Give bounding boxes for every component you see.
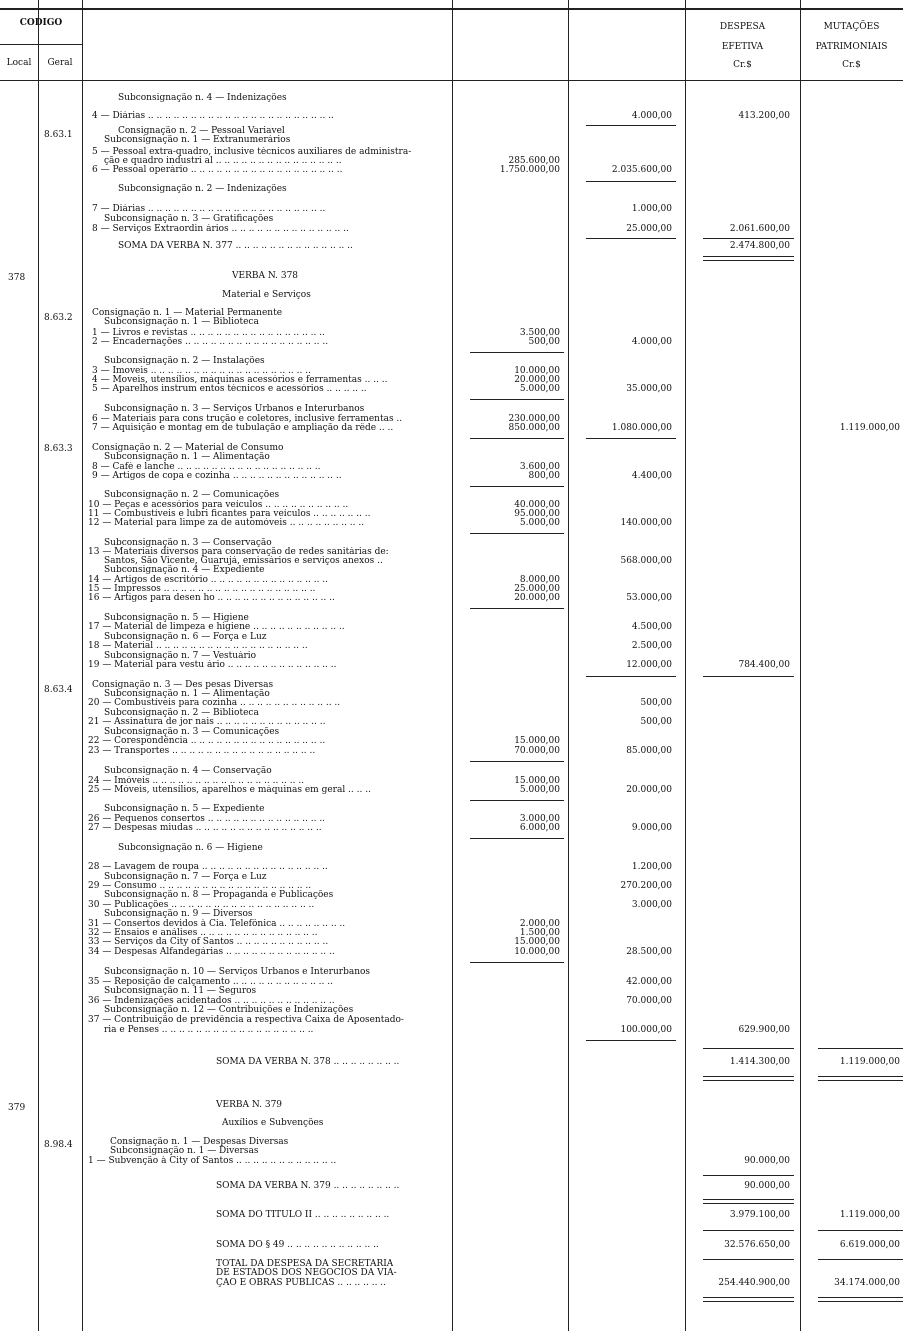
line-text: Subconsignação n. 7 — Força e Luz <box>104 872 267 882</box>
amount-c2: 800,00 <box>528 471 560 481</box>
amount-c2: 5.000,00 <box>519 384 560 394</box>
line-text: 8 — Serviços Extraordin ários .. .. .. .. .. .. .. .. .. .. .. .. .. .. <box>92 224 349 234</box>
amount-c4: 2.474.800,00 <box>729 241 790 251</box>
amount-c3: 4.000,00 <box>631 111 672 121</box>
line-text: Subconsignação n. 4 — Conservação <box>104 766 272 776</box>
despesa-heading-3: Cr.$ <box>733 60 752 70</box>
amount-c2: 1.750.000,00 <box>499 165 560 175</box>
geral-code: 8.98.4 <box>44 1140 73 1150</box>
despesa-heading-1: DESPESA <box>719 22 766 32</box>
amount-c2: 40.000,00 <box>514 500 560 510</box>
amount-c3: 12.000,00 <box>626 660 672 670</box>
line-text: DE ESTADOS DOS NEGÓCIOS DA VIA- <box>216 1268 397 1278</box>
line-text: 30 — Publicações .. .. .. .. .. .. .. .. .. .. .. .. .. .. .. .. .. <box>88 900 315 910</box>
line-text: Subconsignação n. 2 — Indenizações <box>118 184 287 194</box>
line-text: Subconsignação n. 1 — Biblioteca <box>104 317 259 327</box>
local-code: 378 <box>8 273 26 283</box>
amount-c2: 285.600,00 <box>508 156 560 166</box>
line-text: Santos, São Vicente, Guarujá, emissários e serviços anexos .. <box>104 556 383 566</box>
line-text: 4 — Moveis, utensílios, máquinas acessórios e ferramentas .. .. .. <box>92 375 388 385</box>
sum-rule <box>703 260 794 261</box>
line-text: 23 — Transportes .. .. .. .. .. .. .. .. .. .. .. .. .. .. .. .. .. <box>88 746 316 756</box>
line-text: 1 — Livros e revistas .. .. .. .. .. .. .. .. .. .. .. .. .. .. .. .. <box>92 328 325 338</box>
amount-c2: 850.000,00 <box>508 423 560 433</box>
line-text: Subconsignação n. 1 — Alimentação <box>104 452 270 462</box>
sum-rule <box>818 1259 903 1260</box>
sum-rule <box>586 676 676 677</box>
amount-c3: 9.000,00 <box>631 823 672 833</box>
local-heading: Local <box>6 58 32 68</box>
amount-c2: 3.500,00 <box>519 328 560 338</box>
line-text: 1 — Subvenção à City of Santos .. .. .. .. .. .. .. .. .. .. .. .. <box>88 1156 337 1166</box>
sum-rule <box>586 238 676 239</box>
amount-c5: 1.119.000,00 <box>839 1210 900 1220</box>
line-text: 16 — Artigos para desen ho .. .. .. .. .. .. .. .. .. .. .. .. .. .. <box>88 593 335 603</box>
amount-c2: 20.000,00 <box>514 375 560 385</box>
line-text: Subconsignação n. 5 — Higiene <box>104 613 249 623</box>
amount-c4: 413.200,00 <box>738 111 790 121</box>
sum-rule <box>703 238 794 239</box>
sum-rule <box>470 800 564 801</box>
amount-c4: 90.000,00 <box>744 1156 790 1166</box>
line-text: 31 — Consertos devidos à Cia. Telefônica .. .. .. .. .. .. .. .. <box>88 919 346 929</box>
line-text: 22 — Corespondência .. .. .. .. .. .. .. .. .. .. .. .. .. .. .. .. <box>88 736 326 746</box>
line-text: Consignação n. 1 — Material Permanente <box>92 308 283 318</box>
sum-rule <box>818 1076 903 1077</box>
amount-c2: 10.000,00 <box>514 947 560 957</box>
geral-code: 8.63.2 <box>44 313 73 323</box>
line-text: Subconsignação n. 2 — Comunicações <box>104 490 280 500</box>
sum-rule <box>470 761 564 762</box>
line-text: 7 — Diárias .. .. .. .. .. .. .. .. .. .. .. .. .. .. .. .. .. .. .. .. .. <box>92 204 326 214</box>
amount-c4: 254.440.900,00 <box>718 1278 790 1288</box>
amount-c5: 6.619.000,00 <box>839 1240 900 1250</box>
amount-c3: 2.500,00 <box>631 641 672 651</box>
amount-c3: 4.400,00 <box>631 471 672 481</box>
amount-c2: 5.000,00 <box>519 785 560 795</box>
line-text: 26 — Pequenos consertos .. .. .. .. .. .. .. .. .. .. .. .. .. .. <box>88 814 326 824</box>
line-text: Subconsignação n. 6 — Higiene <box>118 843 263 853</box>
line-text: SOMA DA VERBA N. 379 .. .. .. .. .. .. .. .. <box>216 1181 400 1191</box>
line-text: Subconsignação n. 3 — Conservação <box>104 538 272 548</box>
line-text: 33 — Serviços da City of Santos .. .. .. .. .. .. .. .. .. .. .. <box>88 937 329 947</box>
line-text: Subconsignação n. 6 — Força e Luz <box>104 632 267 642</box>
line-text: 32 — Ensaios e análises .. .. .. .. .. .. .. .. .. .. .. .. .. .. <box>88 928 318 938</box>
amount-c2: 2.000,00 <box>519 919 560 929</box>
sum-rule <box>470 486 564 487</box>
sum-rule <box>818 1297 903 1298</box>
sum-rule <box>703 1230 794 1231</box>
sum-rule <box>703 1048 794 1049</box>
line-text: SOMA DO TÍTULO II .. .. .. .. .. .. .. .. .. <box>216 1210 390 1220</box>
line-text: Subconsignação n. 4 — Indenizações <box>118 93 287 103</box>
line-text: 27 — Despesas miudas .. .. .. .. .. .. .. .. .. .. .. .. .. .. .. <box>88 823 322 833</box>
line-text: 6 — Pessoal operário .. .. .. .. .. .. .. .. .. .. .. .. .. .. .. .. .. .. <box>92 165 343 175</box>
line-text: Consignação n. 3 — Des pesas Diversas <box>92 680 274 690</box>
col-rule-geral <box>82 0 83 1331</box>
amount-c4: 1.414.300,00 <box>729 1057 790 1067</box>
line-text: 5 — Pessoal extra-quadro, inclusive técnicos auxiliares de administra- <box>92 147 412 157</box>
sum-rule <box>470 438 564 439</box>
line-text: Consignação n. 1 — Despesas Diversas <box>110 1137 289 1147</box>
geral-heading: Geral <box>47 58 73 68</box>
line-text: Subconsignação n. 12 — Contribuições e Indenizações <box>104 1005 354 1015</box>
line-text: 9 — Artigos de copa e cozinha .. .. .. .. .. .. .. .. .. .. .. .. .. <box>92 471 342 481</box>
sum-rule <box>586 181 676 182</box>
amount-c3: 140.000,00 <box>620 518 672 528</box>
amount-c3: 270.200,00 <box>620 881 672 891</box>
line-text: 13 — Materiais diversos para conservação de redes sanitárias de: <box>88 547 389 557</box>
sum-rule <box>818 1230 903 1231</box>
amount-c2: 95.000,00 <box>514 509 560 519</box>
line-text: Subconsignação n. 2 — Biblioteca <box>104 708 259 718</box>
line-text: SOMA DO § 49 .. .. .. .. .. .. .. .. .. .. .. <box>216 1240 379 1250</box>
sum-rule <box>703 1076 794 1077</box>
amount-c3: 85.000,00 <box>626 746 672 756</box>
line-text: ÇÃO E OBRAS PÚBLICAS .. .. .. .. .. .. <box>216 1278 387 1288</box>
despesa-heading-2: EFETIVA <box>721 42 764 52</box>
line-text: Subconsignação n. 3 — Gratificações <box>104 214 274 224</box>
amount-c4: 2.061.600,00 <box>729 224 790 234</box>
col-rule-desc <box>452 0 453 1331</box>
line-text: 24 — Imóveis .. .. .. .. .. .. .. .. .. .. .. .. .. .. .. .. .. .. <box>88 776 305 786</box>
amount-c5: 1.119.000,00 <box>839 423 900 433</box>
codigo-heading: CODIGO <box>19 18 63 28</box>
amount-c2: 500,00 <box>528 337 560 347</box>
amount-c2: 6.000,00 <box>519 823 560 833</box>
amount-c4: 32.576.650,00 <box>724 1240 790 1250</box>
line-text: Subconsignação n. 11 — Seguros <box>104 986 257 996</box>
local-code: 379 <box>8 1103 26 1113</box>
sum-rule <box>703 1203 794 1204</box>
line-text: Subconsignação n. 2 — Instalações <box>104 356 265 366</box>
amount-c3: 4.500,00 <box>631 622 672 632</box>
line-text: ção e quadro industri al .. .. .. .. .. .. .. .. .. .. .. .. .. .. .. <box>104 156 342 166</box>
line-text: Auxílios e Subvenções <box>222 1118 324 1128</box>
amount-c2: 70.000,00 <box>514 746 560 756</box>
amount-c3: 53.000,00 <box>626 593 672 603</box>
line-text: 8 — Café e lanche .. .. .. .. .. .. .. .. .. .. .. .. .. .. .. .. .. <box>92 462 321 472</box>
amount-c2: 20.000,00 <box>514 593 560 603</box>
sum-rule <box>703 1175 794 1176</box>
amount-c2: 3.000,00 <box>519 814 560 824</box>
line-text: 18 — Material .. .. .. .. .. .. .. .. .. .. .. .. .. .. .. .. .. .. <box>88 641 308 651</box>
line-text: Subconsignação n. 3 — Serviços Urbanos e Interurbanos <box>104 404 365 414</box>
col-rule-local <box>38 0 39 1331</box>
line-text: 6 — Materiais para cons trução e coletores, inclusive ferramentas .. <box>92 414 403 424</box>
amount-c3: 1.200,00 <box>631 862 672 872</box>
sum-rule <box>470 838 564 839</box>
line-text: Subconsignação n. 8 — Propaganda e Publicações <box>104 890 334 900</box>
amount-c2: 1.500,00 <box>519 928 560 938</box>
line-text: 3 — Imoveis .. .. .. .. .. .. .. .. .. .. .. .. .. .. .. .. .. .. .. <box>92 366 311 376</box>
line-text: VERBA N. 379 <box>216 1100 283 1110</box>
line-text: 15 — Impressos .. .. .. .. .. .. .. .. .. .. .. .. .. .. .. .. .. .. <box>88 584 316 594</box>
amount-c2: 15.000,00 <box>514 776 560 786</box>
mutacoes-heading-1: MUTAÇÕES <box>823 22 880 32</box>
sum-rule <box>818 1048 903 1049</box>
amount-c3: 3.000,00 <box>631 900 672 910</box>
amount-c2: 3.600,00 <box>519 462 560 472</box>
amount-c2: 5.000,00 <box>519 518 560 528</box>
sum-rule <box>586 125 676 126</box>
amount-c3: 100.000,00 <box>620 1025 672 1035</box>
amount-c3: 1.080.000,00 <box>611 423 672 433</box>
amount-c2: 8.000,00 <box>519 575 560 585</box>
amount-c2: 15.000,00 <box>514 937 560 947</box>
line-text: Subconsignação n. 9 — Diversos <box>104 909 253 919</box>
amount-c4: 784.400,00 <box>738 660 790 670</box>
amount-c5: 1.119.000,00 <box>839 1057 900 1067</box>
line-text: Subconsignação n. 3 — Comunicações <box>104 727 280 737</box>
line-text: 29 — Consumo .. .. .. .. .. .. .. .. .. .. .. .. .. .. .. .. .. .. <box>88 881 312 891</box>
amount-c3: 42.000,00 <box>626 977 672 987</box>
amount-c2: 15.000,00 <box>514 736 560 746</box>
codigo-rule <box>0 44 82 45</box>
line-text: 5 — Aparelhos instrum entos técnicos e acessórios .. .. .. .. .. <box>92 384 367 394</box>
amount-c2: 10.000,00 <box>514 366 560 376</box>
line-text: 17 — Material de limpeza e higiene .. .. .. .. .. .. .. .. .. .. .. <box>88 622 345 632</box>
line-text: Subconsignação n. 10 — Serviços Urbanos e Interurbanos <box>104 967 371 977</box>
line-text: 12 — Material para limpe za de automóveis .. .. .. .. .. .. .. .. .. <box>88 518 365 528</box>
line-text: 34 — Despesas Alfandegárias .. .. .. .. .. .. .. .. .. .. .. .. .. <box>88 947 335 957</box>
sum-rule <box>703 1080 794 1081</box>
line-text: Subconsignação n. 5 — Expediente <box>104 804 265 814</box>
amount-c5: 34.174.000,00 <box>834 1278 900 1288</box>
line-text: 28 — Lavagem de roupa .. .. .. .. .. .. .. .. .. .. .. .. .. .. .. <box>88 862 328 872</box>
amount-c3: 500,00 <box>640 698 672 708</box>
line-text: 19 — Material para vestu ário .. .. .. .. .. .. .. .. .. .. .. .. .. <box>88 660 337 670</box>
amount-c2: 25.000,00 <box>514 584 560 594</box>
amount-c2: 230.000,00 <box>508 414 560 424</box>
amount-c3: 500,00 <box>640 717 672 727</box>
amount-c3: 4.000,00 <box>631 337 672 347</box>
line-text: 14 — Artigos de escritório .. .. .. .. .. .. .. .. .. .. .. .. .. .. <box>88 575 329 585</box>
sum-rule <box>703 1301 794 1302</box>
sum-rule <box>470 352 564 353</box>
amount-c3: 28.500,00 <box>626 947 672 957</box>
line-text: 25 — Móveis, utensílios, aparelhos e máquinas em geral .. .. .. <box>88 785 371 795</box>
line-text: Subconsignação n. 1 — Diversas <box>110 1146 259 1156</box>
line-text: 10 — Peças e acessórios para veículos .. .. .. .. .. .. .. .. .. .. <box>88 500 349 510</box>
sum-rule <box>586 438 676 439</box>
line-text: 21 — Assinatura de jor nais .. .. .. .. .. .. .. .. .. .. .. .. .. <box>88 717 326 727</box>
line-text: 11 — Combustíveis e lubri ficantes para veículos .. .. .. .. .. .. .. <box>88 509 371 519</box>
line-text: TOTAL DA DESPESA DA SECRETARIA <box>216 1259 394 1269</box>
amount-c3: 35.000,00 <box>626 384 672 394</box>
line-text: 36 — Indenizações acidentados .. .. .. .. .. .. .. .. .. .. .. .. <box>88 996 335 1006</box>
line-text: Consignação n. 2 — Pessoal Variavel <box>118 126 285 136</box>
line-text: 4 — Diárias .. .. .. .. .. .. .. .. .. .. .. .. .. .. .. .. .. .. .. .. .. .. <box>92 111 334 121</box>
amount-c4: 3.979.100,00 <box>729 1210 790 1220</box>
geral-code: 8.63.3 <box>44 444 73 454</box>
mutacoes-heading-2: PATRIMONIAIS <box>815 42 888 52</box>
line-text: Consignação n. 2 — Material de Consumo <box>92 443 284 453</box>
sum-rule <box>470 399 564 400</box>
sum-rule <box>470 962 564 963</box>
line-text: SOMA DA VERBA N. 377 .. .. .. .. .. .. .. .. .. .. .. .. .. .. <box>118 241 353 251</box>
geral-code: 8.63.4 <box>44 685 73 695</box>
sum-rule <box>703 256 794 257</box>
amount-c4: 90.000,00 <box>744 1181 790 1191</box>
amount-c3: 1.000,00 <box>631 204 672 214</box>
amount-c3: 25.000,00 <box>626 224 672 234</box>
sum-rule <box>818 1301 903 1302</box>
sum-rule <box>703 1297 794 1298</box>
line-text: Subconsignação n. 1 — Alimentação <box>104 689 270 699</box>
line-text: 35 — Reposição de calçamento .. .. .. .. .. .. .. .. .. .. .. .. <box>88 977 333 987</box>
amount-c4: 629.900,00 <box>738 1025 790 1035</box>
line-text: Subconsignação n. 7 — Vestuário <box>104 651 257 661</box>
geral-code: 8.63.1 <box>44 130 73 140</box>
mutacoes-heading-3: Cr.$ <box>842 60 861 70</box>
sum-rule <box>470 608 564 609</box>
line-text: Material e Serviços <box>222 290 311 300</box>
sum-rule <box>586 1040 676 1041</box>
line-text: 37 — Contribuição de previdência a respectiva Caixa de Aposentado- <box>88 1015 404 1025</box>
amount-c3: 568.000,00 <box>620 556 672 566</box>
line-text: VERBA N. 378 <box>232 271 299 281</box>
line-text: 2 — Encadernações .. .. .. .. .. .. .. .. .. .. .. .. .. .. .. .. .. <box>92 337 329 347</box>
sum-rule <box>703 1259 794 1260</box>
sum-rule <box>818 1080 903 1081</box>
line-text: Subconsignação n. 4 — Expediente <box>104 565 265 575</box>
amount-c3: 2.035.600,00 <box>611 165 672 175</box>
sum-rule <box>703 1199 794 1200</box>
line-text: ria e Penses .. .. .. .. .. .. .. .. .. .. .. .. .. .. .. .. .. .. <box>104 1025 314 1035</box>
sum-rule <box>703 676 794 677</box>
line-text: SOMA DA VERBA N. 378 .. .. .. .. .. .. .. .. <box>216 1057 400 1067</box>
line-text: Subconsignação n. 1 — Extranumerários <box>104 135 291 145</box>
line-text: 7 — Aquisição e montag em de tubulação e ampliação da rêde .. .. <box>92 423 394 433</box>
sum-rule <box>470 533 564 534</box>
amount-c3: 70.000,00 <box>626 996 672 1006</box>
col-rule-c4 <box>800 0 801 1331</box>
amount-c3: 20.000,00 <box>626 785 672 795</box>
line-text: 20 — Combustíveis para cozinha .. .. .. .. .. .. .. .. .. .. .. .. <box>88 698 341 708</box>
